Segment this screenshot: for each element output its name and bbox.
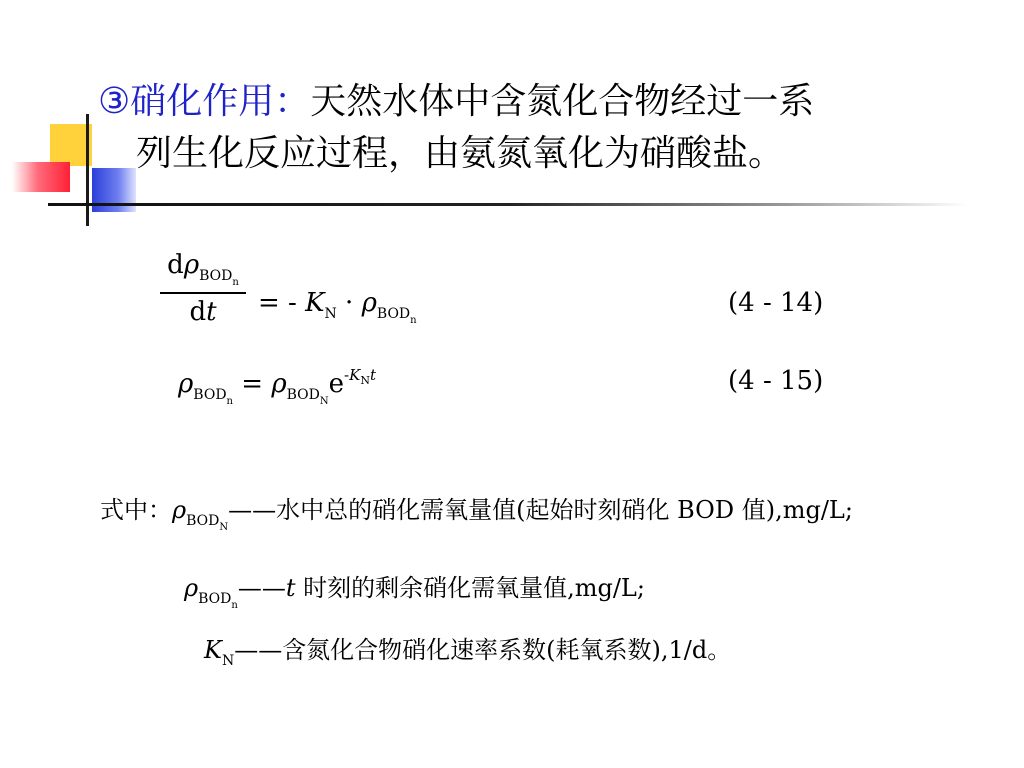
red-bar-decoration: [12, 162, 70, 192]
definition-3: $K_N——$含氮化合物硝化速率系数(耗氧系数),1/d。: [204, 636, 732, 669]
equation-2: $\rho_{BOD_n} = \rho_{BOD_N}e^{-K_Nt}$: [178, 366, 376, 407]
title-text-line1: 天然水体中含氮化合物经过一系: [310, 81, 815, 122]
definition-prefix: 式中：: [100, 496, 172, 524]
title-underline-rule: [48, 203, 968, 206]
definition-1: 式中：$\rho_{BOD_N}——$水中总的硝化需氧量值(起始时刻硝化 BOD 值),mg/L;: [100, 496, 853, 533]
fraction-bar: [160, 292, 246, 294]
title-text-line2: 列生化反应过程，由氨氮氧化为硝酸盐。: [136, 133, 785, 174]
slide-title: [98, 76, 1013, 180]
fraction-denominator: dt: [189, 297, 217, 327]
title-term: 硝化作用：: [130, 81, 311, 122]
equation-2-number: (4 - 15): [728, 366, 824, 396]
equation-1-fraction: [160, 250, 246, 327]
definition-2: $\rho_{BOD_n}——t$ 时刻的剩余硝化需氧量值,mg/L;: [184, 574, 645, 611]
equation-1-number: (4 - 14): [728, 288, 824, 318]
circled-number: ③: [98, 81, 131, 122]
equation-1-rhs: = - $K_N \cdot \rho_{BOD_n}$: [258, 288, 417, 326]
vertical-rule: [86, 114, 89, 226]
fraction-numerator: $d\rho_{BOD_n}$: [167, 250, 239, 288]
